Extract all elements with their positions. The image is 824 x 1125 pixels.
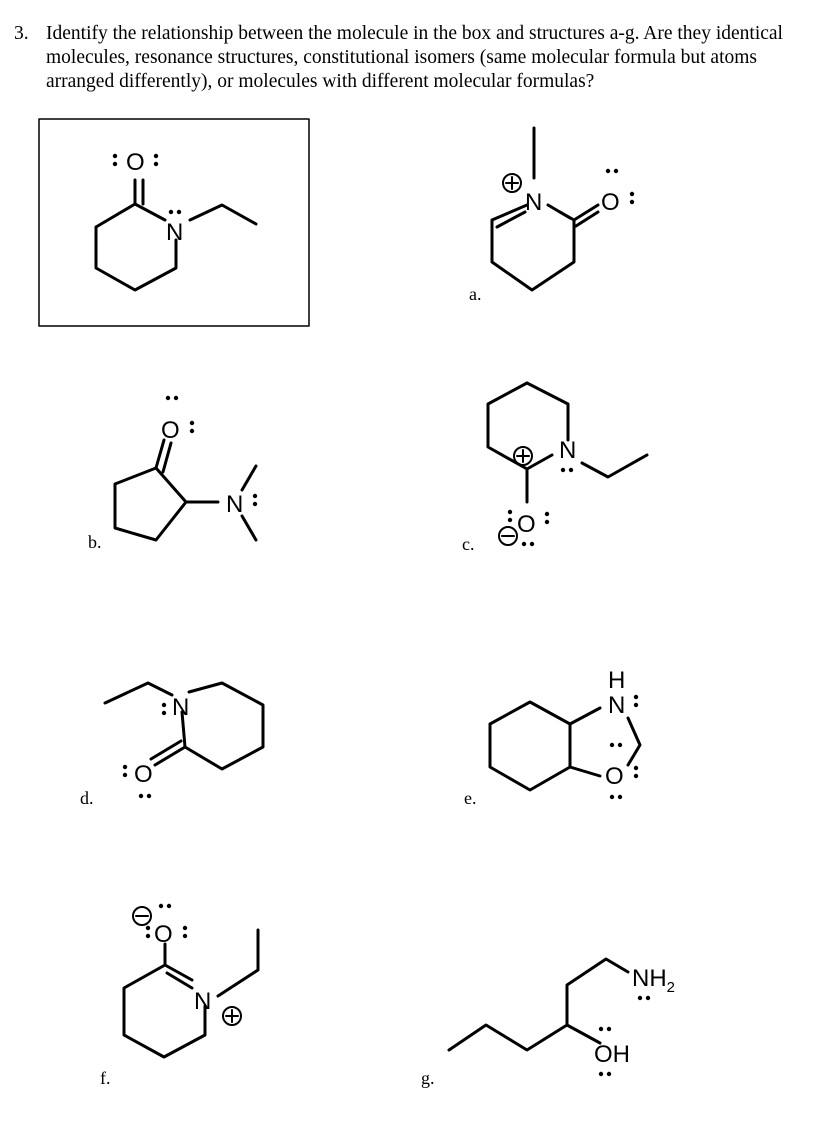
label-c: c. <box>462 534 475 554</box>
question-number: 3. <box>14 23 29 44</box>
reference-molecule <box>39 119 309 326</box>
structure-d <box>80 683 263 808</box>
atom-hydroxyl: OH <box>594 1041 630 1068</box>
atom-nitrogen: N <box>525 189 543 216</box>
atom-nitrogen: N <box>608 692 626 719</box>
atom-oxygen: O <box>161 417 180 444</box>
label-f: f. <box>100 1068 111 1088</box>
atom-oxygen: O <box>517 511 536 538</box>
atom-oxygen: O <box>126 149 145 176</box>
atom-nitrogen: N <box>559 437 577 464</box>
question-text: Identify the relationship between the molecule in the box and structures a-g. Are they identical molecules, resonance structures, constitutional isomers (same molecular formula but atoms arranged differently), or molecules with different molecular formulas? <box>46 23 783 92</box>
atom-hydrogen: H <box>608 667 626 694</box>
atom-oxygen: O <box>601 189 620 216</box>
label-d: d. <box>80 788 94 808</box>
structure-b <box>88 396 257 552</box>
atom-amine-nitrogen: $NH_2$ <box>632 965 676 996</box>
label-a: a. <box>469 284 482 304</box>
label-g: g. <box>421 1068 435 1088</box>
label-e: e. <box>464 788 477 808</box>
structure-e <box>464 667 640 808</box>
atom-oxygen: O <box>134 761 153 788</box>
atom-nitrogen: N <box>194 988 212 1015</box>
structure-a <box>469 128 634 304</box>
structure-g <box>421 959 675 1088</box>
structure-c <box>462 383 647 554</box>
structure-f <box>100 904 258 1088</box>
atom-nitrogen: N <box>226 491 244 518</box>
label-b: b. <box>88 532 102 552</box>
atom-nitrogen: N <box>166 219 184 246</box>
atom-oxygen: O <box>605 763 624 790</box>
atom-oxygen: O <box>154 921 173 948</box>
atom-nitrogen: N <box>172 694 190 721</box>
